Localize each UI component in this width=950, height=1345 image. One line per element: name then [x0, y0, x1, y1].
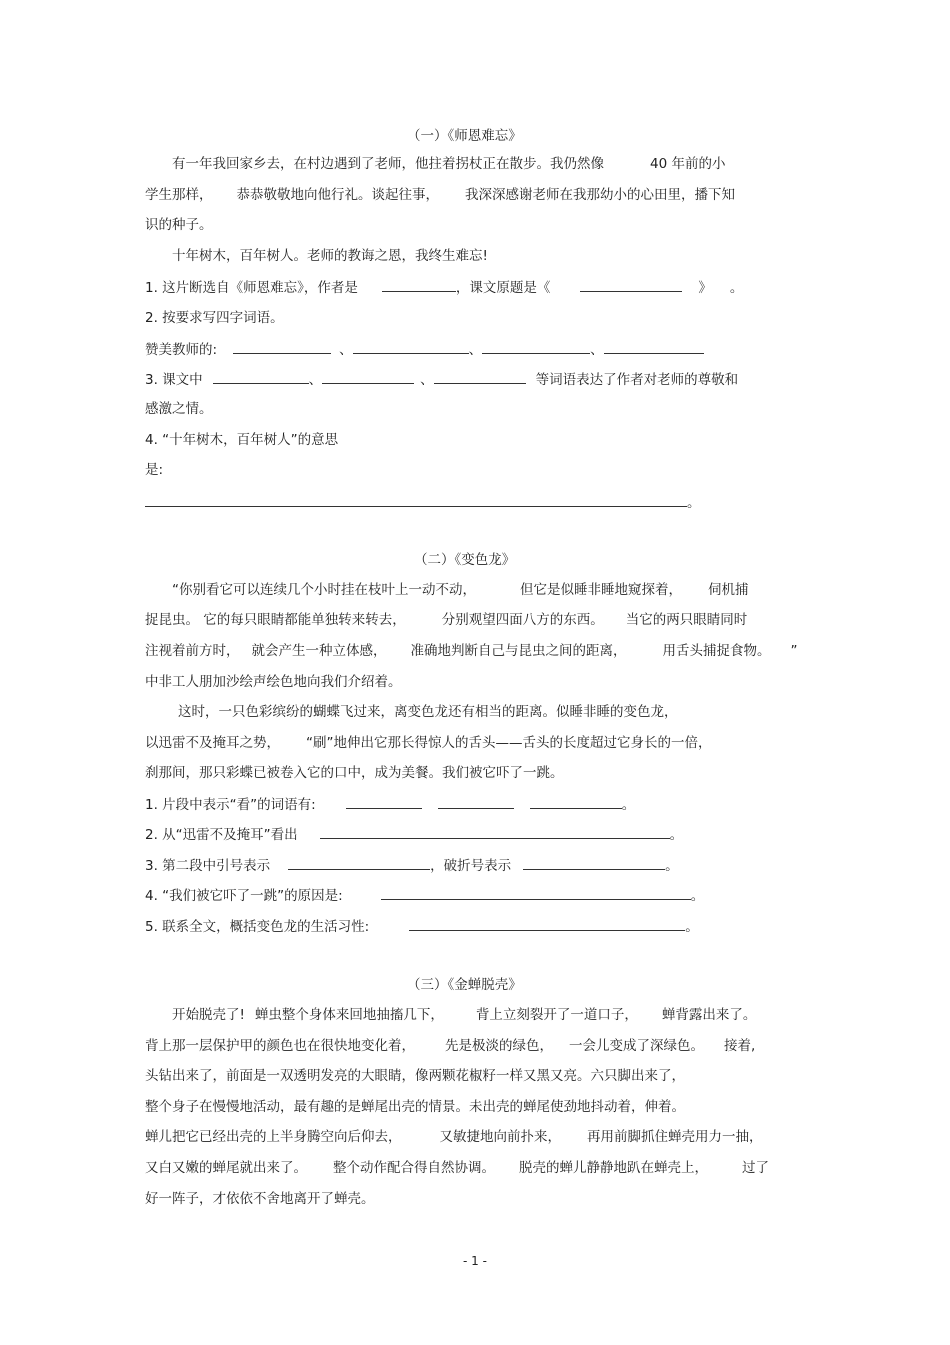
answer-blank[interactable] — [604, 340, 704, 354]
text: 赞美教师的: — [145, 342, 218, 358]
text: 但它是似睡非睡地窥探着， — [520, 582, 682, 598]
answer-blank[interactable] — [322, 370, 414, 384]
text: 注视着前方时， — [145, 643, 240, 659]
text: 一会儿变成了深绿色。 — [569, 1038, 704, 1054]
text: 就会产生一种立体感， — [251, 643, 387, 659]
text: 。 — [669, 827, 684, 843]
answer-blank[interactable] — [523, 856, 665, 870]
text: 先是极淡的绿色， — [445, 1038, 553, 1054]
text: 脱壳的蝉儿静静地趴在蝉壳上， — [519, 1160, 708, 1176]
text: 蝉虫整个身体来回地抽搐几下， — [254, 1007, 444, 1023]
text: 又敏捷地向前扑来， — [439, 1129, 561, 1145]
s2-paragraph-line — [145, 642, 798, 660]
text: 当它的两只眼睛同时 — [625, 612, 748, 628]
s2-paragraph-line — [145, 611, 747, 629]
text: 蝉背露出来了。 — [661, 1007, 757, 1023]
s1-question-2: 2. 按要求写四字词语。 — [145, 310, 284, 326]
text: “你别看它可以连续几个小时挂在枝叶上一动不动， — [172, 582, 476, 598]
text: 蝉儿把它已经出壳的上半身腾空向后仰去， — [145, 1129, 402, 1145]
answer-blank[interactable] — [409, 917, 685, 931]
text: 、 — [590, 342, 604, 358]
text: 40 年前的小 — [650, 156, 726, 172]
s2-paragraph-line: 这时，一只色彩缤纷的蝴蝶飞过来，离变色龙还有相当的距离。似睡非睡的变色龙， — [178, 704, 678, 720]
text: 等词语表达了作者对老师的尊敬和 — [535, 372, 739, 388]
text: 捉昆虫。 它的每只眼睛都能单独转来转去， — [145, 612, 406, 628]
text: 。 — [687, 495, 701, 511]
text: 过了 — [742, 1160, 769, 1176]
answer-blank[interactable] — [382, 278, 456, 292]
text: 、 — [420, 372, 434, 388]
s1-paragraph-line — [145, 186, 735, 204]
answer-blank[interactable] — [145, 493, 687, 507]
answer-blank[interactable] — [482, 340, 590, 354]
answer-blank[interactable] — [353, 340, 469, 354]
answer-blank[interactable] — [438, 795, 514, 809]
s2-question-3 — [145, 856, 679, 875]
answer-blank[interactable] — [288, 856, 430, 870]
text: 。 — [729, 280, 744, 296]
text: 》 — [698, 280, 712, 296]
text: 以迅雷不及掩耳之势， — [145, 735, 280, 751]
text: “刷”地伸出它那长得惊人的舌头——舌头的长度超过它身长的一倍， — [306, 735, 712, 751]
section-2-title: （二）《变色龙》 — [414, 552, 516, 568]
text: 2. 从“迅雷不及掩耳”看出 — [145, 827, 298, 843]
s3-paragraph-line — [145, 1128, 763, 1146]
text: ，破折号表示 — [430, 858, 512, 874]
text: 开始脱壳了! — [172, 1007, 245, 1023]
answer-blank[interactable] — [530, 795, 622, 809]
text: 。 — [621, 797, 636, 813]
answer-blank[interactable] — [346, 795, 422, 809]
s3-paragraph-line: 头钻出来了，前面是一双透明发亮的大眼睛，像两颗花椒籽一样又黑又亮。六只脚出来了， — [145, 1068, 685, 1084]
text: 再用前脚抓住蝉壳用力一抽， — [587, 1129, 763, 1145]
answer-blank[interactable] — [434, 370, 526, 384]
s1-question-2-answers — [145, 340, 704, 359]
text: 5. 联系全文，概括变色龙的生活习性: — [145, 919, 370, 935]
s2-question-2 — [145, 825, 683, 844]
s3-paragraph-line — [145, 1159, 769, 1177]
text: 用舌头捕捉食物。 — [662, 643, 771, 659]
text: 、 — [339, 342, 353, 358]
s1-question-4: 4. “十年树木，百年树人”的意思 — [145, 432, 339, 448]
s1-paragraph-line: 识的种子。 — [145, 217, 213, 233]
s2-question-1 — [145, 795, 635, 814]
text: 接着, — [724, 1038, 756, 1054]
text: ，课文原题是《 — [455, 280, 551, 296]
s2-paragraph-line — [145, 734, 712, 752]
text: 4. “我们被它吓了一跳”的原因是: — [145, 888, 343, 904]
s1-question-3 — [145, 370, 738, 389]
s3-paragraph-line — [172, 1006, 756, 1024]
page-number: - 1 - — [463, 1254, 487, 1268]
text: 有一年我回家乡去，在村边遇到了老师，他拄着拐杖正在散步。我仍然像 — [172, 156, 604, 172]
text: 。 — [690, 888, 705, 904]
s1-paragraph-line: 十年树木，百年树人。老师的教诲之恩，我终生难忘! — [172, 248, 488, 264]
s2-paragraph-line — [172, 581, 749, 599]
text: 伺机捕 — [708, 582, 749, 598]
text: 分别观望四面八方的东西。 — [441, 612, 604, 628]
section-1-title: （一）《师恩难忘》 — [407, 128, 522, 144]
text: 背上立刻裂开了一道口子， — [475, 1007, 638, 1023]
s1-question-4-answer — [145, 493, 701, 512]
s3-paragraph-line: 整个身子在慢慢地活动，最有趣的是蝉尾出壳的情景。未出壳的蝉尾使劲地抖动着，伸着。 — [145, 1099, 685, 1115]
s1-question-4-cont: 是: — [145, 462, 164, 478]
answer-blank[interactable] — [580, 278, 682, 292]
text: 3. 第二段中引号表示 — [145, 858, 271, 874]
text: 我深深感谢老师在我那幼小的心田里，播下知 — [465, 187, 735, 203]
s1-paragraph-line — [172, 155, 725, 173]
s3-paragraph-line: 好一阵子，才依依不舍地离开了蝉壳。 — [145, 1191, 375, 1207]
text: 学生那样， — [145, 187, 213, 203]
s2-question-5 — [145, 917, 699, 936]
s3-paragraph-line — [145, 1037, 755, 1055]
text: 1. 这片断选自《师恩难忘》，作者是 — [145, 280, 358, 296]
text: 。 — [685, 919, 699, 935]
answer-blank[interactable] — [381, 886, 691, 900]
text: 1. 片段中表示“看”的词语有: — [145, 797, 316, 813]
text: 又白又嫩的蝉尾就出来了。 — [145, 1160, 307, 1176]
text: 、 — [308, 372, 323, 388]
text: 。 — [665, 858, 679, 874]
s1-question-3-cont: 感激之情。 — [145, 401, 213, 417]
s2-paragraph-line: 刹那间，那只彩蝶已被卷入它的口中，成为美餐。我们被它吓了一跳。 — [145, 765, 564, 781]
text: 准确地判断自己与昆虫之间的距离， — [410, 643, 627, 659]
answer-blank[interactable] — [320, 825, 670, 839]
answer-blank[interactable] — [233, 340, 331, 354]
text: 恭恭敬敬地向他行礼。谈起往事， — [236, 187, 439, 203]
text: ” — [790, 643, 798, 659]
text: 整个动作配合得自然协调。 — [333, 1160, 495, 1176]
section-3-title: （三）《金蝉脱壳》 — [407, 977, 522, 993]
text: 、 — [468, 342, 483, 358]
text: 3. 课文中 — [145, 372, 203, 388]
s1-question-1 — [145, 278, 743, 297]
text: 背上那一层保护甲的颜色也在很快地变化着， — [145, 1038, 415, 1054]
s2-question-4 — [145, 886, 704, 905]
answer-blank[interactable] — [213, 370, 309, 384]
s2-paragraph-line: 中非工人朋加沙绘声绘色地向我们介绍着。 — [145, 674, 402, 690]
